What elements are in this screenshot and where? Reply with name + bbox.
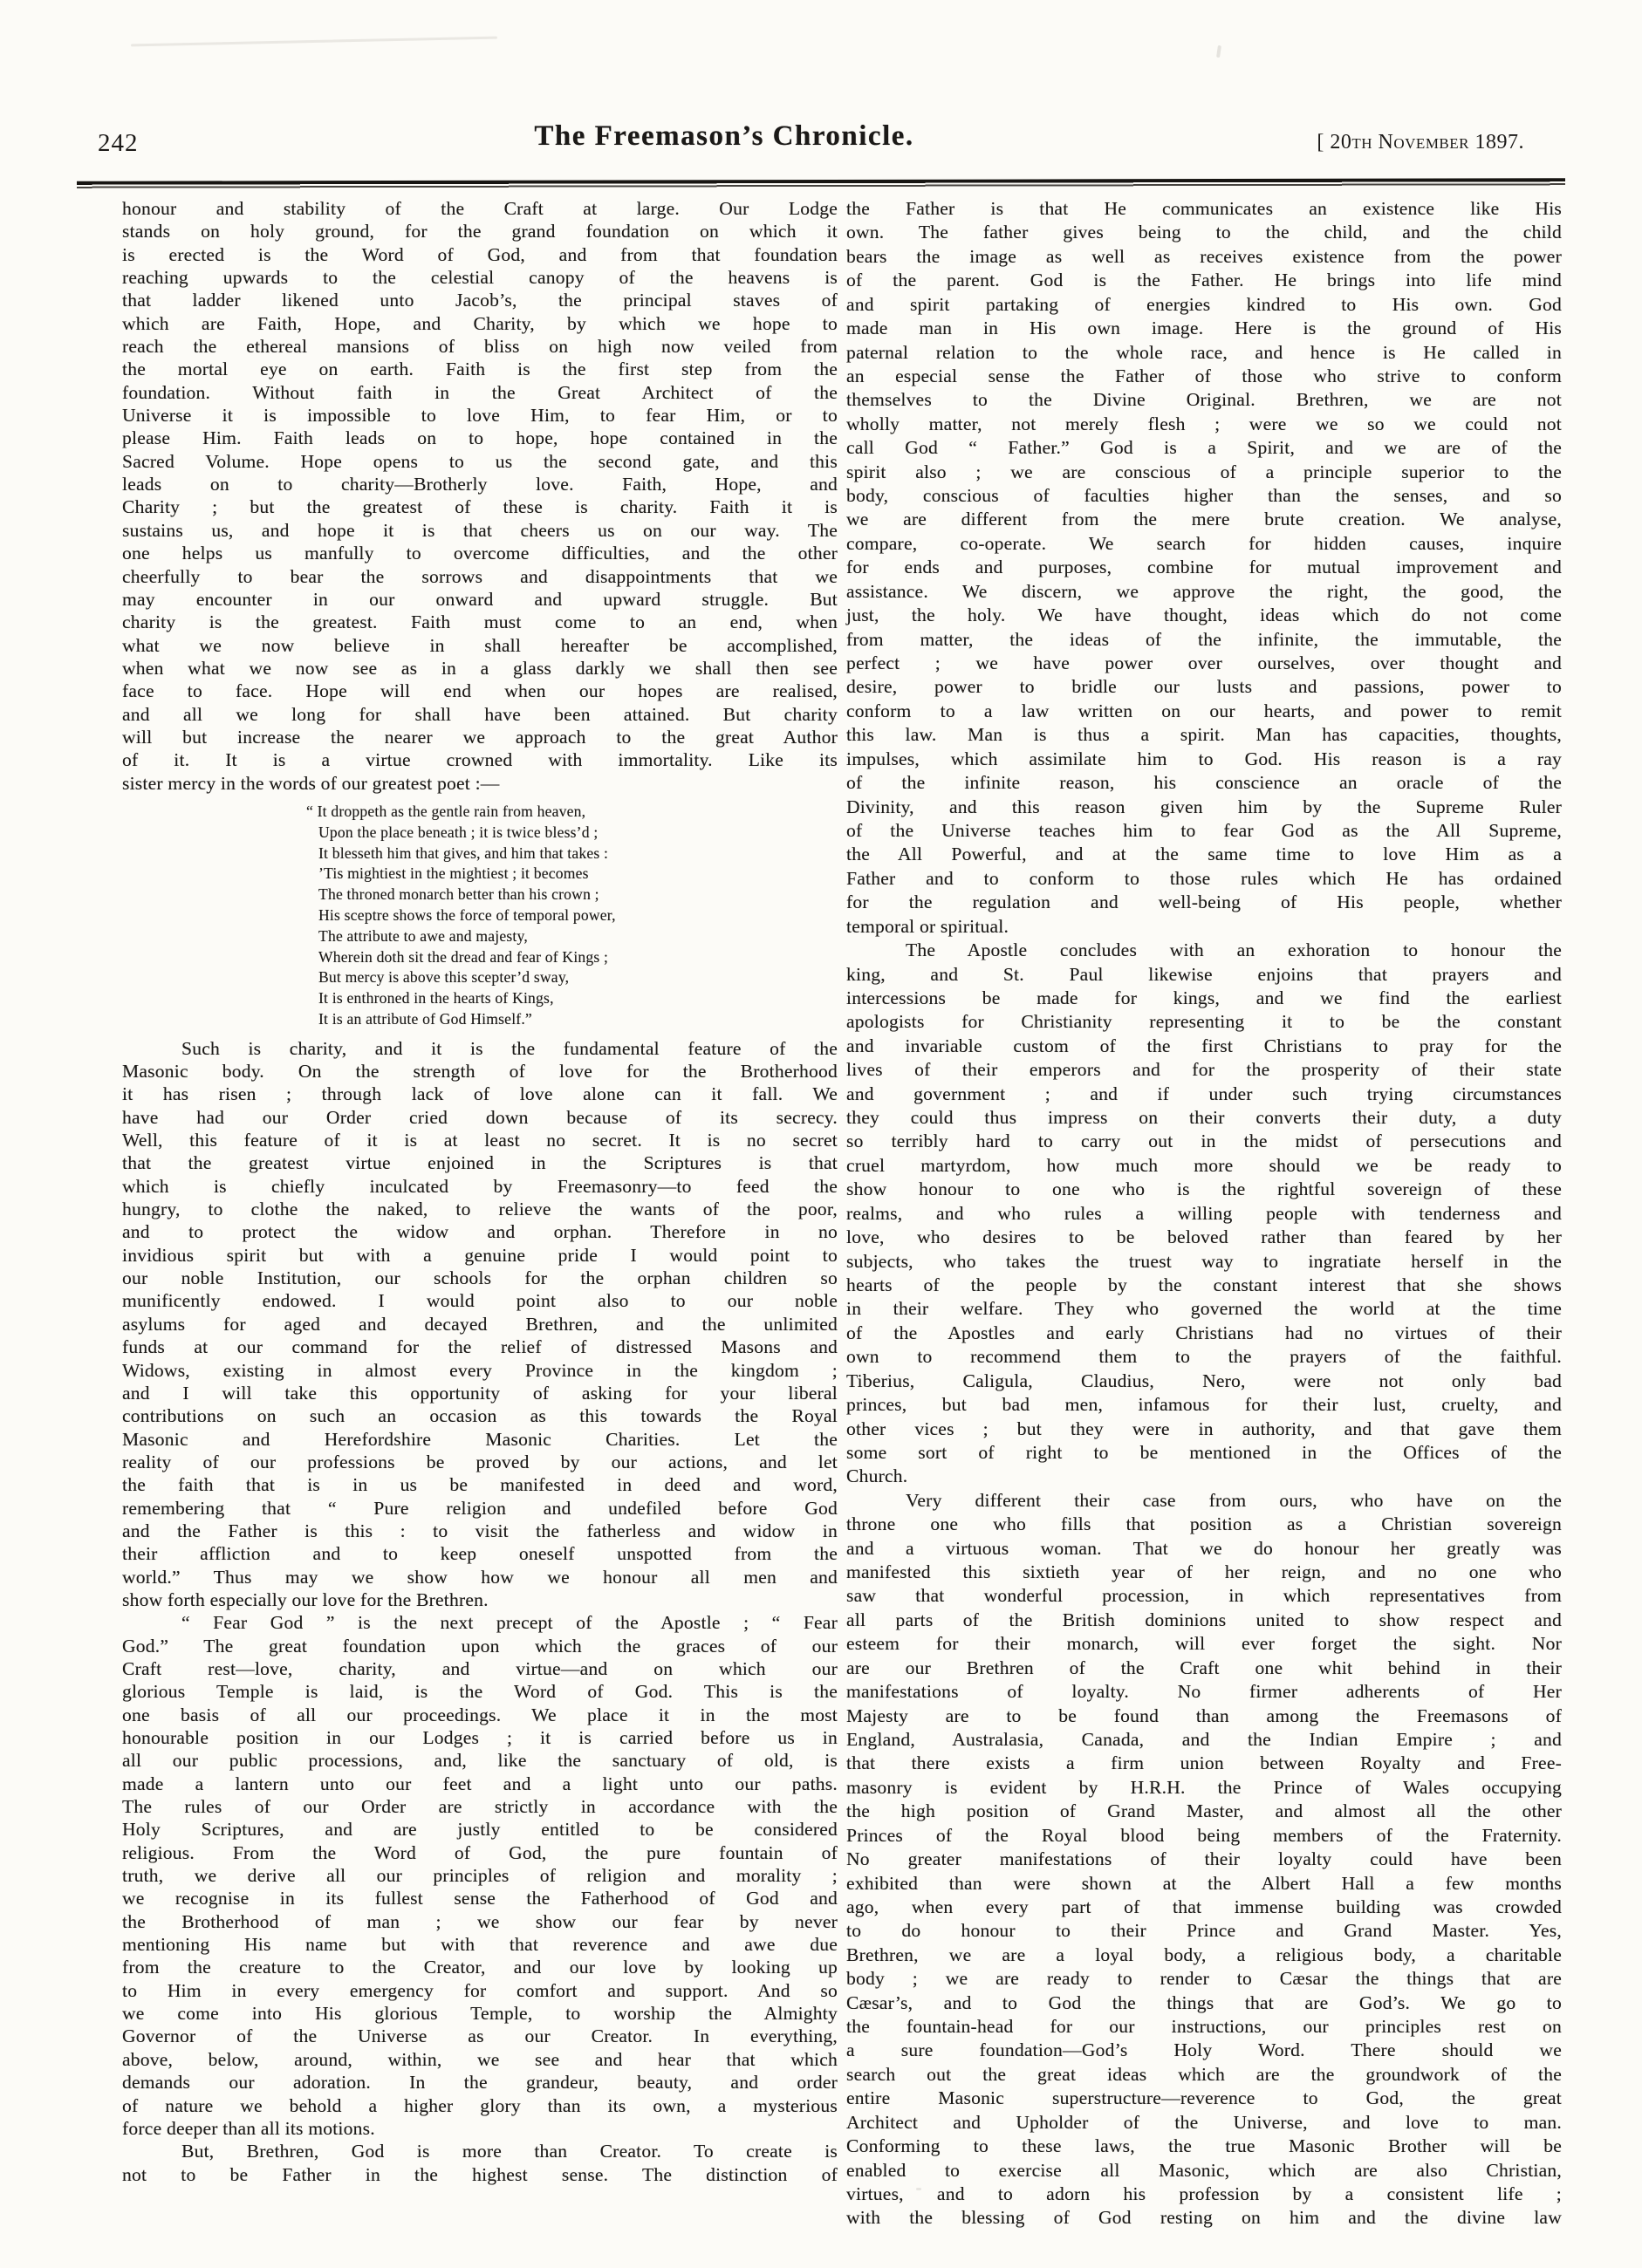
text-line: The rules of our Order are strictly in accordance with the (122, 1796, 838, 1818)
text-line: of it. It is a virtue crowned with immortality. Like its (122, 749, 838, 771)
text-line: intercessions be made for kings, and we find the earliest (846, 987, 1562, 1008)
text-line: world.” Thus may we show how we honour all men and (122, 1566, 838, 1588)
text-line: bears the image as well as receives existence from the power (846, 245, 1562, 267)
text-line: spirit also ; we are conscious of a principle superior to the (846, 461, 1562, 482)
text-line: which is chiefly inculcated by Freemasonry—to feed the (122, 1175, 838, 1197)
text-line: religious. From the Word of God, the pure fountain of (122, 1841, 838, 1863)
text-line: the high position of Grand Master, and almost all the other (846, 1800, 1562, 1822)
text-line: charity is the greatest. Faith must come to an end, when (122, 611, 838, 633)
text-line: masonry is evident by H.R.H. the Prince of Wales occupying (846, 1776, 1562, 1798)
text-line: paternal relation to the whole race, and hence is He called in (846, 341, 1562, 363)
text-line: throne one who fills that position as a Christian sovereign (846, 1513, 1562, 1535)
text-line: the All Powerful, and at the same time to love Him as a (846, 844, 1562, 865)
text-line: ’Tis mightiest in the mightiest ; it becomes (318, 864, 589, 883)
text-line: the faith that is in us be manifested in deed and word, (122, 1474, 838, 1496)
text-line: hungry, to clothe the naked, to relieve the wants of the poor, (122, 1199, 838, 1220)
text-line: leads on to charity—Brotherly love. Faith, Hope, and (122, 474, 838, 495)
text-line: not to be Father in the highest sense. The distinction of (122, 2163, 838, 2185)
text-line: Majesty are to be found than among the Freemasons of (846, 1704, 1562, 1726)
text-line: Widows, existing in almost every Province in the kingdom ; (122, 1359, 838, 1381)
text-line: perfect ; we have power over ourselves, over thought and (846, 652, 1562, 674)
text-line: of the Apostles and early Christians had no virtues of their (846, 1322, 1562, 1343)
left-column (122, 197, 838, 2230)
text-line: England, Australasia, Canada, and the Indian Empire ; and (846, 1729, 1562, 1750)
mercy-poem (306, 802, 838, 1030)
text-line: Wherein doth sit the dread and fear of Kings ; (318, 947, 609, 966)
text-line: with the blessing of God resting on him and the divine law (846, 2207, 1562, 2229)
text-line: to do honour to their Prince and Grand Master. Yes, (846, 1920, 1562, 1942)
text-line: entire Masonic superstructure—reverence to God, the great (846, 2087, 1562, 2109)
text-line: honourable position in our Lodges ; it is carried before us in (122, 1727, 838, 1749)
text-line: of the Universe teaches him to fear God as the All Supreme, (846, 819, 1562, 841)
text-line: truth, we derive all our principles of religion and morality ; (122, 1865, 838, 1887)
text-line: the fountain-head for our instructions, our principles rest on (846, 2016, 1562, 2038)
text-line: above, below, around, within, we see and hear that which (122, 2048, 838, 2070)
loyalty-paragraph (846, 1489, 1562, 2230)
text-line: from the creature to the Creator, and our love by looking up (122, 1957, 838, 1978)
text-line: may encounter in our onward and upward struggle. But (122, 588, 838, 610)
text-line: Brethren, we are a loyal body, a religious body, a charitable (846, 1944, 1562, 1965)
text-line: some sort of right to be mentioned in the Offices of the (846, 1441, 1562, 1463)
text-line: reach the ethereal mansions of bliss on high now veiled from (122, 336, 838, 358)
text-line: stands on holy ground, for the grand foundation on which it (122, 221, 838, 243)
text-line: reaching upwards to the celestial canopy of the heavens is (122, 267, 838, 289)
text-line: honour and stability of the Craft at large. Our Lodge (122, 198, 838, 219)
text-line: that the greatest virtue enjoined in the Scriptures is that (122, 1152, 838, 1174)
text-line: made man in His own image. Here is the ground of His (846, 318, 1562, 339)
text-line: The attribute to awe and majesty, (318, 926, 528, 945)
text-line: Sacred Volume. Hope opens to us the second gate, and this (122, 450, 838, 472)
text-line: one basis of all our proceedings. We place it in the most (122, 1704, 838, 1725)
text-line: Tiberius, Caligula, Claudius, Nero, were not only bad (846, 1370, 1562, 1391)
text-line: exhibited than were shown at the Albert Hall a few months (846, 1872, 1562, 1894)
text-line: and invariable custom of the first Christians to pray for the (846, 1035, 1562, 1056)
text-line: what we now believe in shall hereafter be accomplished, (122, 634, 838, 656)
text-line: Upon the place beneath ; it is twice bless’d ; (318, 823, 599, 841)
text-line: princes, but bad men, infamous for their lust, cruelty, and (846, 1394, 1562, 1416)
text-line: virtues, and to adorn his profession by a consistent life ; (846, 2183, 1562, 2205)
article-body (122, 197, 1562, 2230)
text-line: body, conscious of faculties higher than the senses, and so (846, 485, 1562, 507)
text-line: lives of their emperors and for the prosperity of their state (846, 1059, 1562, 1081)
text-line: the mortal eye on earth. Faith is the first step from the (122, 359, 838, 380)
text-line: from matter, the ideas of the infinite, the immutable, the (846, 628, 1562, 650)
text-line: Governor of the Universe as our Creator. In everything, (122, 2025, 838, 2047)
text-line: of the infinite reason, his conscience an oracle of the (846, 772, 1562, 794)
text-line: Princes of the Royal blood being members of the Fraternity. (846, 1824, 1562, 1846)
text-line: one helps us manfully to overcome difficulties, and the other (122, 543, 838, 564)
text-line: Masonic body. On the strength of love for the Brotherhood (122, 1061, 838, 1083)
text-line: invidious spirit but with a genuine pride I would point to (122, 1244, 838, 1266)
fear-god-paragraph (122, 1611, 838, 2140)
text-line: so terribly hard to carry out in the midst of persecutions and (846, 1131, 1562, 1152)
text-line: Masonic and Herefordshire Masonic Charities. Let the (122, 1428, 838, 1450)
text-line: which are Faith, Hope, and Charity, by which we hope to (122, 312, 838, 334)
text-line: all our public processions, and, like the sanctuary of old, is (122, 1750, 838, 1772)
text-line: hearts of the people by the constant interest that she shows (846, 1274, 1562, 1295)
text-line: apologists for Christianity representing it to be the constant (846, 1011, 1562, 1033)
text-line: and to protect the widow and orphan. Therefore in no (122, 1221, 838, 1243)
text-line: and government ; and if under such trying circumstances (846, 1083, 1562, 1104)
text-line: it has risen ; through lack of love alone can it fall. We (122, 1083, 838, 1105)
text-line: assistance. We discern, we approve the right, the good, the (846, 580, 1562, 602)
text-line: are our Brethren of the Craft one whit behind in their (846, 1657, 1562, 1678)
text-line: Craft rest—love, charity, and virtue—and on which our (122, 1657, 838, 1679)
text-line: Church. (846, 1465, 908, 1487)
text-line: contributions on such an occasion as this towards the Royal (122, 1405, 838, 1427)
text-line: and the Father is this : to visit the fatherless and widow in (122, 1520, 838, 1541)
text-line: made a lantern unto our feet and a light unto our paths. (122, 1773, 838, 1794)
text-line: mentioning His name but with that reverence and awe due (122, 1934, 838, 1956)
text-line: The Apostle concludes with an exhoration to honour the (906, 939, 1562, 961)
text-line: own. The father gives being to the child, and the child (846, 222, 1562, 243)
opening-paragraph (122, 197, 838, 795)
text-line: that there exists a firm union between Royalty and Free- (846, 1752, 1562, 1774)
text-line: wholly matter, not merely flesh ; were we so we could not (846, 413, 1562, 434)
father-paragraph (846, 197, 1562, 939)
text-line: esteem for their monarch, will ever forget the sight. Nor (846, 1633, 1562, 1655)
text-line: an especial sense the Father of those who strive to conform (846, 365, 1562, 386)
text-line: “ Fear God ” is the next precept of the Apostle ; “ Fear (181, 1612, 838, 1634)
text-line: Very different their case from ours, who have on the (906, 1489, 1562, 1511)
text-line: remembering that “ Pure religion and undefiled before God (122, 1497, 838, 1519)
text-line: impulses, which assimilate him to God. His reason is a ray (846, 748, 1562, 769)
text-line: His sceptre shows the force of temporal power, (318, 905, 616, 924)
text-line: It is enthroned in the hearts of Kings, (318, 989, 554, 1008)
text-line: Father and to conform to those rules which He has ordained (846, 867, 1562, 889)
text-line: that ladder likened unto Jacob’s, the principal staves of (122, 290, 838, 311)
text-line: all parts of the British dominions united to show respect and (846, 1609, 1562, 1630)
text-line: in their welfare. They who governed the world at the time (846, 1298, 1562, 1320)
text-line: of the parent. God is the Father. He brings into life mind (846, 270, 1562, 291)
text-line: love, who desires to be beloved rather than feared by her (846, 1226, 1562, 1248)
text-line: own to recommend them to the prayers of the faithful. (846, 1346, 1562, 1368)
text-line: Conforming to these laws, the true Masonic Brother will be (846, 2135, 1562, 2157)
text-line: Architect and Upholder of the Universe, and love to man. (846, 2111, 1562, 2133)
text-line: manifested this sixtieth year of her reign, and no one who (846, 1561, 1562, 1583)
text-line: realms, and who rules a willing people with tenderness and (846, 1202, 1562, 1224)
text-line: The throned monarch better than his crown ; (318, 885, 599, 904)
text-line: face to face. Hope will end when our hopes are realised, (122, 680, 838, 702)
text-line: No greater manifestations of their loyalty could have been (846, 1848, 1562, 1870)
text-line: Universe it is impossible to love Him, to fear Him, or to (122, 405, 838, 427)
text-line: compare, co-operate. We search for hidden causes, inquire (846, 532, 1562, 554)
text-line: subjects, who takes the truest way to ingratiate herself in the (846, 1250, 1562, 1272)
charity-paragraph (122, 1037, 838, 1612)
text-line: the Father is that He communicates an existence like His (846, 198, 1562, 219)
text-line: we recognise in its fullest sense the Fatherhood of God and (122, 1888, 838, 1909)
text-line: Such is charity, and it is the fundamental feature of the (181, 1037, 838, 1059)
journal-title: The Freemason’s Chronicle. (534, 120, 914, 152)
text-line: But, Brethren, God is more than Creator. To create is (181, 2141, 838, 2162)
text-line: reality of our professions be proved by our actions, and let (122, 1451, 838, 1472)
text-line: sister mercy in the words of our greatest poet :— (122, 772, 500, 794)
text-line: king, and St. Paul likewise enjoins that prayers and (846, 963, 1562, 985)
text-line: Holy Scriptures, and are justly entitled to be considered (122, 1819, 838, 1841)
text-line: manifestations of loyalty. No firmer adherents of Her (846, 1681, 1562, 1703)
right-column (846, 197, 1562, 2230)
text-line: Charity ; but the greatest of these is charity. Faith it is (122, 496, 838, 518)
text-line: It is an attribute of God Himself.” (318, 1009, 532, 1028)
page-number: 242 (98, 129, 139, 157)
text-line: and spirit partaking of energies kindred to His own. God (846, 293, 1562, 315)
text-line: “ It droppeth as the gentle rain from heaven, (306, 802, 586, 820)
text-line: to Him in every emergency for comfort and support. And so (122, 1979, 838, 2001)
text-line: glorious Temple is laid, is the Word of God. This is the (122, 1681, 838, 1703)
text-line: cheerfully to bear the sorrows and disappointments that we (122, 565, 838, 587)
text-line: the Brotherhood of man ; we show our fear by never (122, 1910, 838, 1932)
text-line: and I will take this opportunity of asking for your liberal (122, 1382, 838, 1404)
creator-paragraph (122, 2140, 838, 2186)
text-line: they could thus impress on their converts their duty, a duty (846, 1107, 1562, 1129)
text-line: sustains us, and hope it is that cheers us on our way. The (122, 519, 838, 541)
text-line: Divinity, and this reason given him by the Supreme Ruler (846, 796, 1562, 817)
text-line: conform to a law written on our hearts, and power to remit (846, 700, 1562, 721)
text-line: temporal or spiritual. (846, 915, 1009, 937)
text-line: munificently endowed. I would point also to our noble (122, 1290, 838, 1312)
text-line: will but increase the nearer we approach to the great Author (122, 726, 838, 748)
text-line: Well, this feature of it is at least no secret. It is no secret (122, 1130, 838, 1151)
text-line: is erected is the Word of God, and from that foundation (122, 243, 838, 265)
text-line: search out the great ideas which are the groundwork of the (846, 2063, 1562, 2085)
text-line: cruel martyrdom, how much more should we be ready to (846, 1154, 1562, 1176)
text-line: and all we long for shall have been attained. But charity (122, 703, 838, 725)
issue-date: [ 20th November 1897. (1317, 131, 1524, 154)
text-line: God.” The great foundation upon which the graces of our (122, 1635, 838, 1657)
text-line: themselves to the Divine Original. Brethren, we are not (846, 389, 1562, 411)
text-line: ago, when every part of that immense building was crowded (846, 1896, 1562, 1917)
text-line: Cæsar’s, and to God the things that are God’s. We go to (846, 1991, 1562, 2013)
scan-artifact (131, 37, 497, 47)
text-line: please Him. Faith leads on to hope, hope contained in the (122, 427, 838, 449)
text-line: demands our adoration. In the grandeur, beauty, and order (122, 2072, 838, 2094)
text-line: just, the holy. We have thought, ideas which do not come (846, 605, 1562, 626)
text-line: foundation. Without faith in the Great Architect of the (122, 381, 838, 403)
text-line: other vices ; but they were in authority, and that gave them (846, 1418, 1562, 1439)
text-line: and a virtuous woman. That we do honour her greatly was (846, 1537, 1562, 1559)
text-line: funds at our command for the relief of distressed Masons and (122, 1336, 838, 1358)
text-line: call God “ Father.” God is a Spirit, and we are of the (846, 437, 1562, 459)
text-line: show honour to one who is the rightful sovereign of these (846, 1178, 1562, 1200)
text-line: their affliction and to keep oneself unspotted from the (122, 1543, 838, 1565)
text-line: enabled to exercise all Masonic, which are also Christian, (846, 2159, 1562, 2181)
text-line: show forth especially our love for the Brethren. (122, 1588, 489, 1610)
text-line: asylums for aged and decayed Brethren, and the unlimited (122, 1313, 838, 1335)
text-line: force deeper than all its motions. (122, 2117, 375, 2139)
text-line: we come into His glorious Temple, to worship the Almighty (122, 2003, 838, 2025)
text-line: for the regulation and well-being of His people, whether (846, 891, 1562, 913)
text-line: saw that wonderful procession, in which representatives from (846, 1585, 1562, 1607)
text-line: for ends and purposes, combine for mutual improvement and (846, 557, 1562, 578)
scan-artifact (1216, 45, 1221, 58)
apostle-paragraph (846, 939, 1562, 1489)
text-line: when what we now see as in a glass darkly we shall then see (122, 657, 838, 679)
text-line: body ; we are ready to render to Cæsar the things that are (846, 1968, 1562, 1990)
text-line: But mercy is above this scepter’d sway, (318, 968, 570, 987)
text-line: It blesseth him that gives, and him that takes : (318, 844, 609, 862)
text-line: this law. Man is thus a spirit. Man has capacities, thoughts, (846, 724, 1562, 746)
text-line: our noble Institution, our schools for the orphan children so (122, 1267, 838, 1289)
text-line: of nature we behold a higher glory than its own, a mysterious (122, 2094, 838, 2116)
header-rule (77, 178, 1565, 190)
text-line: desire, power to bridle our lusts and passions, power to (846, 676, 1562, 698)
text-line: we are different from the mere brute creation. We analyse, (846, 509, 1562, 530)
text-line: a sure foundation—God’s Holy Word. There should we (846, 2039, 1562, 2061)
text-line: have had our Order cried down because of its secrecy. (122, 1106, 838, 1128)
